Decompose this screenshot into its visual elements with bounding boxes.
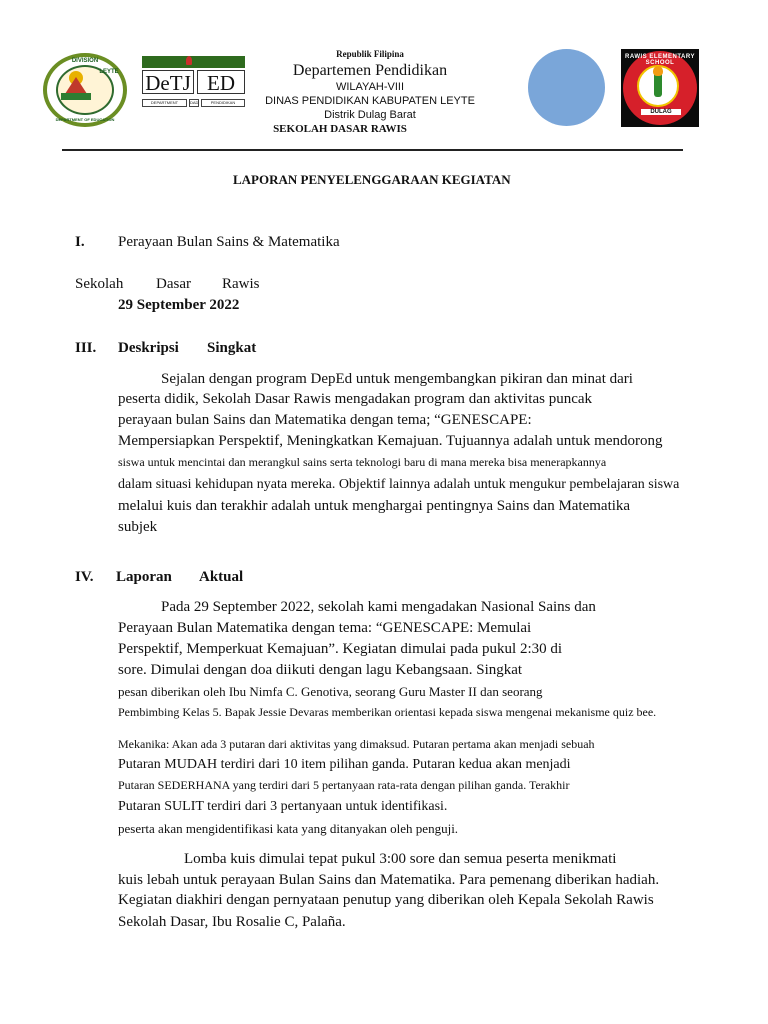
description-line: subjek xyxy=(118,519,158,535)
section-3-heading-word-2: Singkat xyxy=(207,340,257,356)
blue-circle-placeholder xyxy=(528,49,605,126)
actual-report-line: sore. Dimulai dengan doa diikuti dengan lagu Kebangsaan. Singkat xyxy=(118,662,523,678)
actual-report-line: Pada 29 September 2022, sekolah kami mengadakan Nasional Sains dan xyxy=(161,599,596,615)
closing-line: Sekolah Dasar, Ibu Rosalie C, Palaña. xyxy=(118,914,346,930)
district-line: Distrik Dulag Barat xyxy=(324,109,416,121)
school-line: SEKOLAH DASAR RAWIS xyxy=(273,123,407,135)
closing-line: Lomba kuis dimulai tepat pukul 3:00 sore dan semua peserta menikmati xyxy=(184,851,617,867)
deped-logo-foot-1: DEPARTMENT xyxy=(142,99,187,107)
closing-line: Kegiatan diakhiri dengan pernyataan penutup yang diberikan oleh Kepala Sekolah Rawis xyxy=(118,892,654,908)
section-1-text: Perayaan Bulan Sains & Matematika xyxy=(118,234,340,250)
actual-report-line: Pembimbing Kelas 5. Bapak Jessie Devaras memberikan orientasi kepada siswa mengenai mekanisme quiz bee. xyxy=(118,705,657,719)
section-4-heading-word-1: Laporan xyxy=(116,569,172,585)
section-3-numeral: III. xyxy=(75,340,97,356)
description-line: Mempersiapkan Perspektif, Meningkatkan Kemajuan. Tujuannya adalah untuk mendorong xyxy=(118,433,663,449)
description-line: Sejalan dengan program DepEd untuk mengembangkan pikiran dan minat dari xyxy=(161,371,633,387)
deped-logo-flame-icon xyxy=(186,56,192,65)
mechanics-line: Putaran MUDAH terdiri dari 10 item pilihan ganda. Putaran kedua akan menjadi xyxy=(118,757,571,772)
actual-report-line: Perayaan Bulan Matematika dengan tema: “GENESCAPE: Memulai xyxy=(118,620,532,636)
mechanics-line: Putaran SEDERHANA yang terdiri dari 5 pertanyaan rata-rata dengan pilihan ganda. Terakhir xyxy=(118,778,570,792)
deped-logo-word-1: DeTJ xyxy=(142,70,194,94)
deped-logo xyxy=(142,56,245,112)
mechanics-line: peserta akan mengidentifikasi kata yang ditanyakan oleh penguji. xyxy=(118,821,459,836)
republic-line: Republik Filipina xyxy=(336,49,404,59)
description-line: melalui kuis dan terakhir adalah untuk menghargai pentingnya Sains dan Matematika xyxy=(118,498,631,514)
region-line: WILAYAH-VIII xyxy=(335,81,405,93)
venue-word-1: Sekolah xyxy=(75,276,124,292)
rawis-logo-town-text: DULAG xyxy=(641,109,681,115)
rawis-logo-ring-text: RAWIS ELEMENTARY SCHOOL xyxy=(624,54,695,66)
division-logo-side-text: LEYTE xyxy=(99,69,119,75)
deped-logo-foot-3: PENDIDIKAN xyxy=(201,99,245,107)
deped-logo-foot-2: DAD xyxy=(190,100,199,105)
venue-word-2: Dasar xyxy=(156,276,191,292)
closing-line: kuis lebah untuk perayaan Bulan Sains dan Matematika. Para pemenang diberikan hadiah. xyxy=(118,872,660,888)
section-4-numeral: IV. xyxy=(75,569,94,585)
report-title: LAPORAN PENYELENGGARAAN KEGIATAN xyxy=(233,172,511,187)
event-date: 29 September 2022 xyxy=(118,297,240,313)
section-1-numeral: I. xyxy=(75,234,85,250)
description-line: siswa untuk mencintai dan merangkul sains serta teknologi baru di mana mereka bisa menerapkannya xyxy=(118,455,607,469)
description-line: dalam situasi kehidupan nyata mereka. Objektif lainnya adalah untuk mengukur pembelajaran siswa xyxy=(118,477,680,492)
department-line: Departemen Pendidikan xyxy=(292,62,448,79)
rawis-logo-flame-icon xyxy=(653,66,663,76)
division-line: DINAS PENDIDIKAN KABUPATEN LEYTE xyxy=(265,95,475,107)
section-4-heading-word-2: Aktual xyxy=(199,569,244,585)
division-leyte-logo xyxy=(43,53,127,127)
header-divider xyxy=(62,149,683,151)
actual-report-line: Perspektif, Memperkuat Kemajuan”. Kegiatan dimulai pada pukul 2:30 di xyxy=(118,641,563,657)
division-logo-book-icon xyxy=(61,93,91,100)
actual-report-line: pesan diberikan oleh Ibu Nimfa C. Genotiva, seorang Guru Master II dan seorang xyxy=(118,684,543,699)
division-logo-top-text: DIVISION xyxy=(71,58,99,64)
mechanics-line: Putaran SULIT terdiri dari 3 pertanyaan untuk identifikasi. xyxy=(118,799,448,814)
deped-logo-band xyxy=(142,56,245,68)
description-line: perayaan bulan Sains dan Matematika dengan tema; “GENESCAPE: xyxy=(118,412,532,428)
rawis-school-logo xyxy=(621,49,699,127)
mechanics-line: Mekanika: Akan ada 3 putaran dari aktivitas yang dimaksud. Putaran pertama akan menjadi sebuah xyxy=(118,737,595,751)
deped-logo-word-2: ED xyxy=(197,70,245,94)
division-logo-bottom-text: DEPARTMENT OF EDUCATION xyxy=(55,117,115,122)
section-3-heading-word-1: Deskripsi xyxy=(118,340,179,356)
venue-word-3: Rawis xyxy=(222,276,260,292)
description-line: peserta didik, Sekolah Dasar Rawis mengadakan program dan aktivitas puncak xyxy=(118,391,593,407)
